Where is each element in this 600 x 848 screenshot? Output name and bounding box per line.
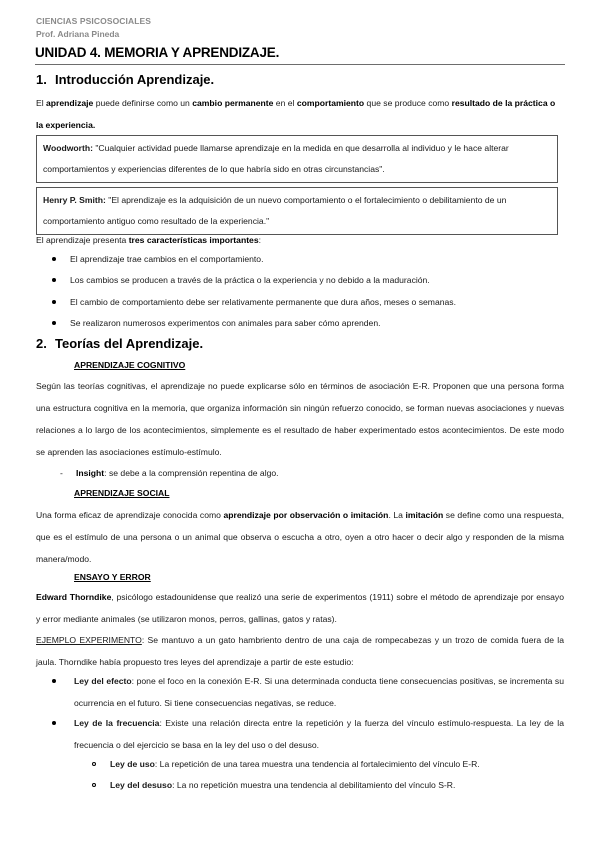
quote-text: "El aprendizaje es la adquisición de un nuevo comportamiento o el fortalecimiento o debilitamiento de un comportamiento antiguo como resultado de la experiencia."	[43, 195, 507, 226]
section-1-title: Introducción Aprendizaje.	[55, 72, 215, 87]
bullet-icon	[52, 257, 56, 261]
unit-title: UNIDAD 4. MEMORIA Y APRENDIZAJE.	[35, 45, 280, 60]
thorndike-paragraph: Edward Thorndike, psicólogo estadounidense que realizó una serie de experimentos (1911) sobre el método de aprendizaje por ensayo y error mediante animales (se utilizaron monos, perros, gallinas, gatos y ratas).	[36, 592, 565, 624]
law-of-effect-item: Ley del efecto: pone el foco en la conexión E-R. Si una determinada conducta tiene consecuencias positivas, se incrementa su ocurrencia en el futuro. Si tiene consecuencias negativas, se reduce.	[52, 670, 564, 714]
bullet-icon	[52, 721, 56, 725]
title-divider	[35, 64, 565, 65]
cognitive-paragraph: Según las teorías cognitivas, el aprendizaje no puede explicarse sólo en términos de asociación E-R. Proponen que una persona forma una estructura cognitiva en la memoria, que organiza información sin ningún refuerzo conocido, se forman nuevas asociaciones y nuevas relaciones a lo largo de los acontecimientos, simplemente es el resultado de haber experimentado estos acontecimientos. De este modo se aprenden las asociaciones estímulo-estímulo.	[36, 381, 564, 457]
section-1-heading	[36, 72, 214, 87]
law-of-disuse-item: Ley del desuso: La no repetición muestra una tendencia al debilitamiento del vínculo S-R.	[92, 774, 455, 796]
section-2-heading	[36, 336, 203, 351]
bullet-icon	[52, 278, 56, 282]
woodworth-quote-box	[36, 135, 558, 183]
professor-name: Prof. Adriana Pineda	[36, 29, 120, 39]
learning-definition: El aprendizaje puede definirse como un cambio permanente en el comportamiento que se produce como resultado de la práctica o la experiencia.	[36, 98, 556, 130]
experiment-paragraph: EJEMPLO EXPERIMENTO: Se mantuvo a un gato hambriento dentro de una caja de rompecabezas y un trozo de comida fuera de la jaula. Thorndike había propuesto tres leyes del aprendizaje a partir de este estudio:	[36, 635, 564, 667]
course-name: CIENCIAS PSICOSOCIALES	[36, 16, 152, 26]
hollow-bullet-icon	[92, 762, 96, 766]
section-1-number: 1.	[36, 72, 47, 87]
law-of-use-item: Ley de uso: La repetición de una tarea muestra una tendencia al fortalecimiento del vínculo E-R.	[92, 753, 480, 775]
section-2-title: Teorías del Aprendizaje.	[55, 336, 204, 351]
list-item: El aprendizaje trae cambios en el comportamiento.	[52, 248, 263, 270]
bullet-icon	[52, 679, 56, 683]
section-2-number: 2.	[36, 336, 47, 351]
list-item: Se realizaron numerosos experimentos con animales para saber cómo aprenden.	[52, 312, 381, 334]
list-item: El cambio de comportamiento debe ser relativamente permanente que dura años, meses o semanas.	[52, 291, 456, 313]
bullet-icon	[52, 300, 56, 304]
characteristics-intro: El aprendizaje presenta tres características importantes:	[36, 235, 262, 245]
hollow-bullet-icon	[92, 783, 96, 787]
trial-error-heading: ENSAYO Y ERROR	[74, 572, 151, 582]
law-of-frequency-item: Ley de la frecuencia: Existe una relación directa entre la repetición y la fuerza del vínculo estímulo-respuesta. La ley de la frecuencia o del ejercicio se basa en la ley del uso o del desuso.	[52, 712, 564, 756]
list-item: Los cambios se producen a través de la práctica o la experiencia y no debido a la maduración.	[52, 269, 430, 291]
social-heading: APRENDIZAJE SOCIAL	[74, 488, 170, 498]
bullet-icon	[52, 321, 56, 325]
quote-author: Henry P. Smith:	[43, 195, 106, 205]
cognitive-heading: APRENDIZAJE COGNITIVO	[74, 360, 186, 370]
insight-item: - Insight: se debe a la comprensión repentina de algo.	[60, 468, 279, 478]
social-paragraph: Una forma eficaz de aprendizaje conocida como aprendizaje por observación o imitación. La imitación se define como una respuesta, que es el estímulo de una persona o un animal que observa o escucha a otro, oyen a otro hacer o decir algo y responden de la misma manera/modo.	[36, 510, 564, 564]
quote-author: Woodworth:	[43, 143, 93, 153]
smith-quote-box	[36, 187, 558, 235]
quote-text: "Cualquier actividad puede llamarse aprendizaje en la medida en que desarrolla al individuo y le hace alterar comportamientos y experiencias diferentes de lo que habría sido en otras circunstancias".	[43, 143, 509, 174]
